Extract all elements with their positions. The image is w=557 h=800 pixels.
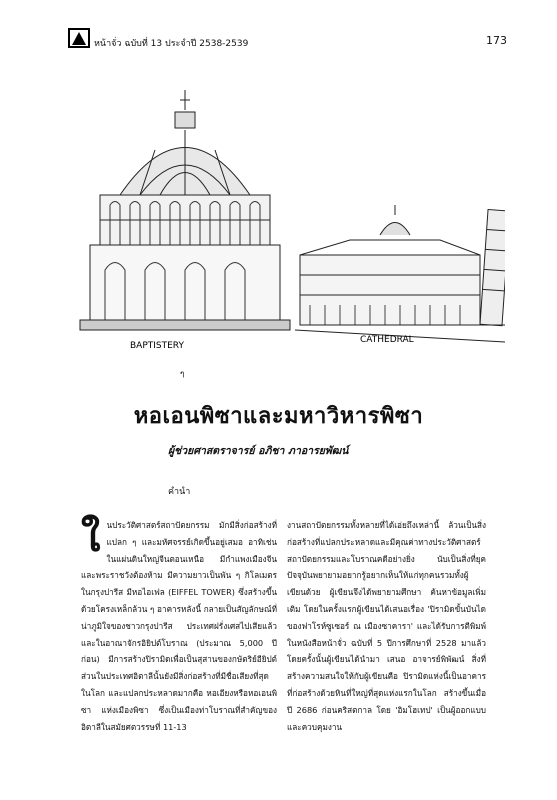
column-left xyxy=(81,514,277,735)
paragraph-right: งานสถาปัตยกรรมทั้งหลายที่ได้เอ่ยถึงเหล่านี้ ล้วนเป็นสิ่งก่อสร้างที่แปลกประหลาดและมีคุณค่าทางประวัติศาสตร์ สถาปัตยกรรมและโบราณคดีอย่างยิ่ง นับเป็นสิ่งที่ยุคปัจจุบันพยายามอยากรู้อยากเห็นให้แก่ทุกคนรวมทั้งผู้เขียนด้วย ผู้เขียนจึงได้พยายามศึกษา ค้นหาข้อมูลเพิ่มเติม โดยในครั้งแรกผู้เขียนได้เสนอเรื่อง 'ปิรามิดขั้นบันไดของฟาโรห์ซูเซอร์ ณ เมืองซาคารา' และได้รับการตีพิมพ์ ในหนังสือหน้าจั่ว ฉบับที่ 5 ปีการศึกษาที่ 2528 มาแล้ว โดยครั้งนั้นผู้เขียนได้นำมา เสนอ อาจารย์พิพัฒน์ สิ่งที่สร้างความสนใจให้กับผู้เขียนคือ ปิรามิดแห่งนี้เป็นอาคารที่ก่อสร้างด้วยหินที่ใหญ่ที่สุดแห่งแรกในโลก สร้างขึ้นเมื่อปี 2686 ก่อนคริสตกาล โดย 'อิมโฮเทป' เป็นผู้ออกแบบและควบคุมงาน xyxy=(287,520,486,732)
article-title: หอเอนพิซาและมหาวิหารพิซา xyxy=(133,403,424,429)
cathedral-label: CATHEDRAL xyxy=(360,335,414,345)
journal-title: หน้าจั่ว ฉบับที่ 13 ประจำปี 2538-2539 xyxy=(94,39,249,49)
paragraph-left: นประวัติศาสตร์สถาปัตยกรรม มักมีสิ่งก่อสร้างที่แปลก ๆ และมหัศจรรย์เกิดขึ้นอยู่เสมอ อาทิเช่น ในแผ่นดินใหญ่จีนตอนเหนือ มีกำแพงเมืองจีนและพระราชวังต้องห้าม มีความยาวเป็นพัน ๆ กิโลเมตร ในกรุงปารีส มีหอไอเฟล (EIFFEL TOWER) ซึ่งสร้างขึ้นด้วยโครงเหล็กล้วน ๆ อาคารหลังนี้ กลายเป็นสัญลักษณ์ที่น่าภูมิใจของชาวกรุงปารีส ประเทศฝรั่งเศสไปเสียแล้ว และในอาณาจักรอิยิปต์โบราณ (ประมาณ 5,000 ปีก่อน) มีการสร้างปิรามิดเพื่อเป็นสุสานของกษัตริย์อียิปต์ ส่วนในประเทศอิตาลีนั้นยังมีสิ่งก่อสร้างที่มีชื่อเสียงที่สุดในโลก และแปลกประหลาดมากคือ หอเอียงหรือหอเอนพิซา แห่งเมืองพิซา ซึ่งเป็นเมืองท่าโบราณที่สำคัญของอิตาลีในสมัยศตวรรษที่ 11-13 xyxy=(81,520,277,732)
section-heading: คำนำ xyxy=(168,487,191,497)
column-right xyxy=(287,517,486,735)
article-author: ผู้ช่วยศาสตราจารย์ อภิชา ภาอารยพัฒน์ xyxy=(168,445,349,457)
pisa-illustration xyxy=(60,80,505,390)
page-header xyxy=(70,32,507,50)
cathedral-drawing xyxy=(295,205,505,342)
page-number: 173 xyxy=(486,34,507,47)
journal-logo-icon xyxy=(68,28,90,48)
baptistery-sublabel: ๆ xyxy=(180,369,185,378)
drop-cap: ใ xyxy=(81,514,101,561)
baptistery-drawing xyxy=(80,90,290,330)
baptistery-label: BAPTISTERY xyxy=(130,341,184,351)
